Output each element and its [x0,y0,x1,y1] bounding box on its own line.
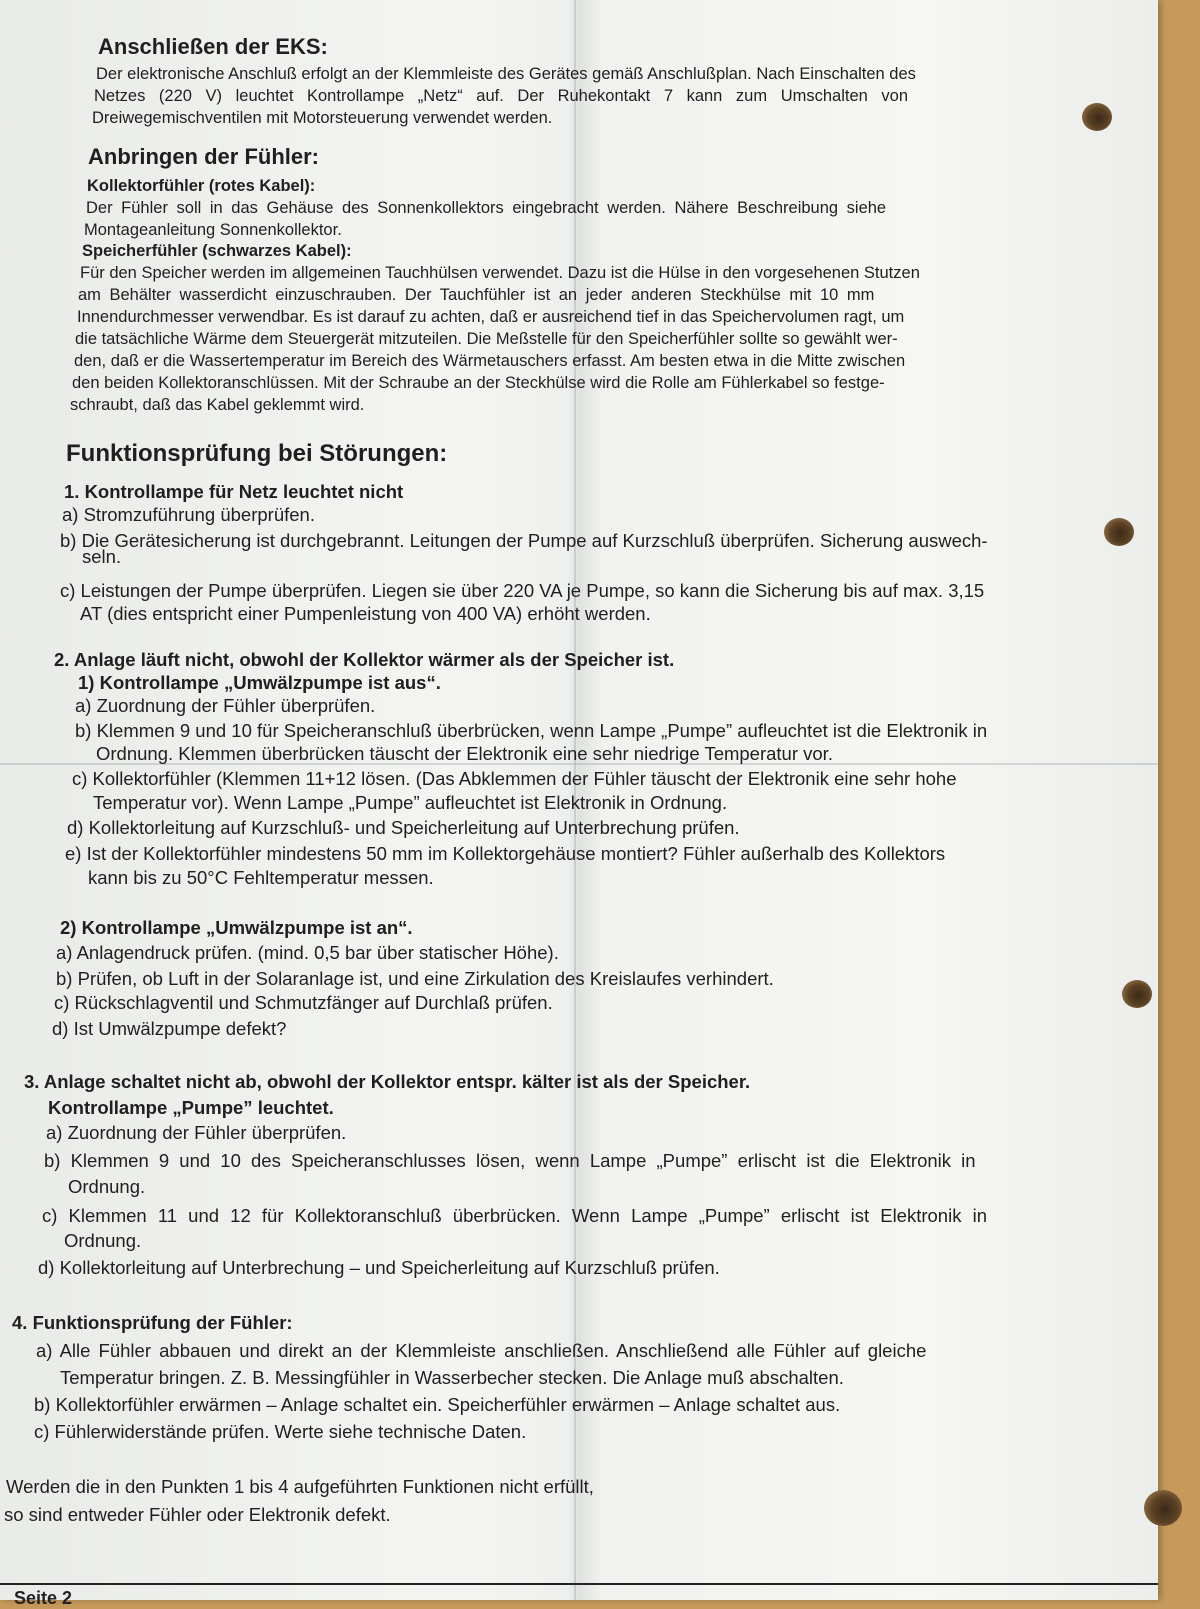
s4-line: Temperatur bringen. Z. B. Messingfühler in Wasserbecher stecken. Die Anlage muß abschalten. [60,1367,844,1388]
s2-2-line: a) Anlagendruck prüfen. (mind. 0,5 bar über statischer Höhe). [56,942,559,963]
closing-line: so sind entweder Fühler oder Elektronik defekt. [4,1504,391,1525]
speicher-line: den, daß er die Wassertemperatur im Bereich des Wärmetauschers erfasst. Am besten etwa in die Mitte zwischen [74,352,906,370]
closing-line: Werden die in den Punkten 1 bis 4 aufgeführten Funktionen nicht erfüllt, [6,1476,594,1497]
s2-1-line: d) Kollektorleitung auf Kurzschluß- und Speicherleitung auf Unterbrechung prüfen. [67,817,740,838]
s3-line: Ordnung. [68,1176,146,1197]
s2-title: 2. Anlage läuft nicht, obwohl der Kollektor wärmer als der Speicher ist. [54,649,675,670]
s2-2-title: 2) Kontrollampe „Umwälzpumpe ist an“. [60,917,413,938]
s2-1-line: c) Kollektorfühler (Klemmen 11+12 lösen. (Das Abklemmen der Fühler täuscht der Elektronik eine sehr hohe [72,768,957,789]
speicher-line: die tatsächliche Wärme dem Steuergerät mitzuteilen. Die Meßstelle für den Speicherfühler sollte so gewählt wer- [75,330,898,348]
heading-fuehler: Anbringen der Fühler: [88,144,319,169]
eks-line: Dreiwegemischventilen mit Motorsteuerung verwendet werden. [92,109,553,127]
s2-1-line: b) Klemmen 9 und 10 für Speicheranschluß überbrücken, wenn Lampe „Pumpe” aufleuchtet ist die Elektronik in [75,720,988,741]
s3-line: d) Kollektorleitung auf Unterbrechung – und Speicherleitung auf Kurzschluß prüfen. [38,1257,720,1278]
eks-line: Der elektronische Anschluß erfolgt an der Klemmleiste des Gerätes gemäß Anschlußplan. Nach Einschalten des [96,65,916,83]
kollektor-line: Montageanleitung Sonnenkollektor. [84,221,342,239]
s2-1-line: e) Ist der Kollektorfühler mindestens 50 mm im Kollektorgehäuse montiert? Fühler außerhalb des Kollektors [65,843,946,864]
speicher-line: Für den Speicher werden im allgemeinen Tauchhülsen verwendet. Dazu ist die Hülse in den vorgesehenen Stutzen [80,264,920,282]
eks-line: Netzes (220 V) leuchtet Kontrollampe „Netz“ auf. Der Ruhekontakt 7 kann zum Umschalten von [94,87,908,105]
speicher-line: am Behälter wasserdicht einzuschrauben. Der Tauchfühler ist an jeder anderen Steckhülse mit 10 mm [78,286,875,304]
kollektor-title: Kollektorfühler (rotes Kabel): [87,177,316,195]
s1-line: seln. [82,546,122,567]
punch-hole [1104,518,1134,546]
kollektor-line: Der Fühler soll in das Gehäuse des Sonnenkollektors eingebracht werden. Nähere Beschreibung siehe [86,199,887,217]
punch-hole [1144,1490,1182,1526]
s4-line: b) Kollektorfühler erwärmen – Anlage schaltet ein. Speicherfühler erwärmen – Anlage schaltet aus. [34,1394,841,1415]
s3-title: 3. Anlage schaltet nicht ab, obwohl der Kollektor entspr. kälter ist als der Speicher. [24,1071,751,1092]
s1-line: c) Leistungen der Pumpe überprüfen. Liegen sie über 220 VA je Pumpe, so kann die Sicherung bis auf max. 3,15 [60,580,985,601]
s2-2-line: d) Ist Umwälzpumpe defekt? [52,1018,287,1039]
s1-title: 1. Kontrollampe für Netz leuchtet nicht [64,481,404,502]
speicher-title: Speicherfühler (schwarzes Kabel): [82,242,352,260]
punch-hole [1082,103,1112,131]
s3-subtitle: Kontrollampe „Pumpe” leuchtet. [48,1097,334,1118]
s3-line: b) Klemmen 9 und 10 des Speicheranschlusses lösen, wenn Lampe „Pumpe” erlischt ist die Elektronik in [44,1150,976,1171]
s1-line: b) Die Gerätesicherung ist durchgebrannt. Leitungen der Pumpe auf Kurzschluß überprüfen. Sicherung auswech- [60,530,988,551]
s2-1-line: a) Zuordnung der Fühler überprüfen. [75,695,376,716]
s4-title: 4. Funktionsprüfung der Fühler: [12,1312,293,1333]
heading-eks: Anschließen der EKS: [98,34,328,59]
s2-1-line: Ordnung. Klemmen überbrücken täuscht der Elektronik eine sehr niedrige Temperatur vor. [96,743,833,764]
footer-page-number: Seite 2 [14,1588,73,1608]
speicher-line: schraubt, daß das Kabel geklemmt wird. [70,396,365,414]
heading-stoerung: Funktionsprüfung bei Störungen: [66,440,448,467]
punch-hole [1122,980,1152,1008]
speicher-line: den beiden Kollektoranschlüssen. Mit der Schraube an der Steckhülse wird die Rolle am Fühlerkabel so festge- [72,374,885,392]
s2-1-title: 1) Kontrollampe „Umwälzpumpe ist aus“. [78,672,441,693]
footer-rule [0,1583,1158,1585]
s4-line: a) Alle Fühler abbauen und direkt an der Klemmleiste anschließen. Anschließend alle Fühler auf gleiche [36,1340,927,1361]
s2-2-line: c) Rückschlagventil und Schmutzfänger auf Durchlaß prüfen. [54,992,553,1013]
s3-line: Ordnung. [64,1230,142,1251]
s1-line: AT (dies entspricht einer Pumpenleistung von 400 VA) erhöht werden. [80,603,651,624]
speicher-line: Innendurchmesser verwendbar. Es ist darauf zu achten, daß er ausreichend tief in das Speichervolumen ragt, um [77,308,905,326]
s2-2-line: b) Prüfen, ob Luft in der Solaranlage ist, und eine Zirkulation des Kreislaufes verhindert. [56,968,774,989]
s3-line: c) Klemmen 11 und 12 für Kollektoranschluß überbrücken. Wenn Lampe „Pumpe” erlischt ist Elektronik in [42,1205,987,1226]
s3-line: a) Zuordnung der Fühler überprüfen. [46,1122,347,1143]
s1-line: a) Stromzuführung überprüfen. [62,504,315,525]
s2-1-line: Temperatur vor). Wenn Lampe „Pumpe” aufleuchtet ist Elektronik in Ordnung. [93,792,728,813]
s4-line: c) Fühlerwiderstände prüfen. Werte siehe technische Daten. [34,1421,527,1442]
s2-1-line: kann bis zu 50°C Fehltemperatur messen. [88,867,434,888]
